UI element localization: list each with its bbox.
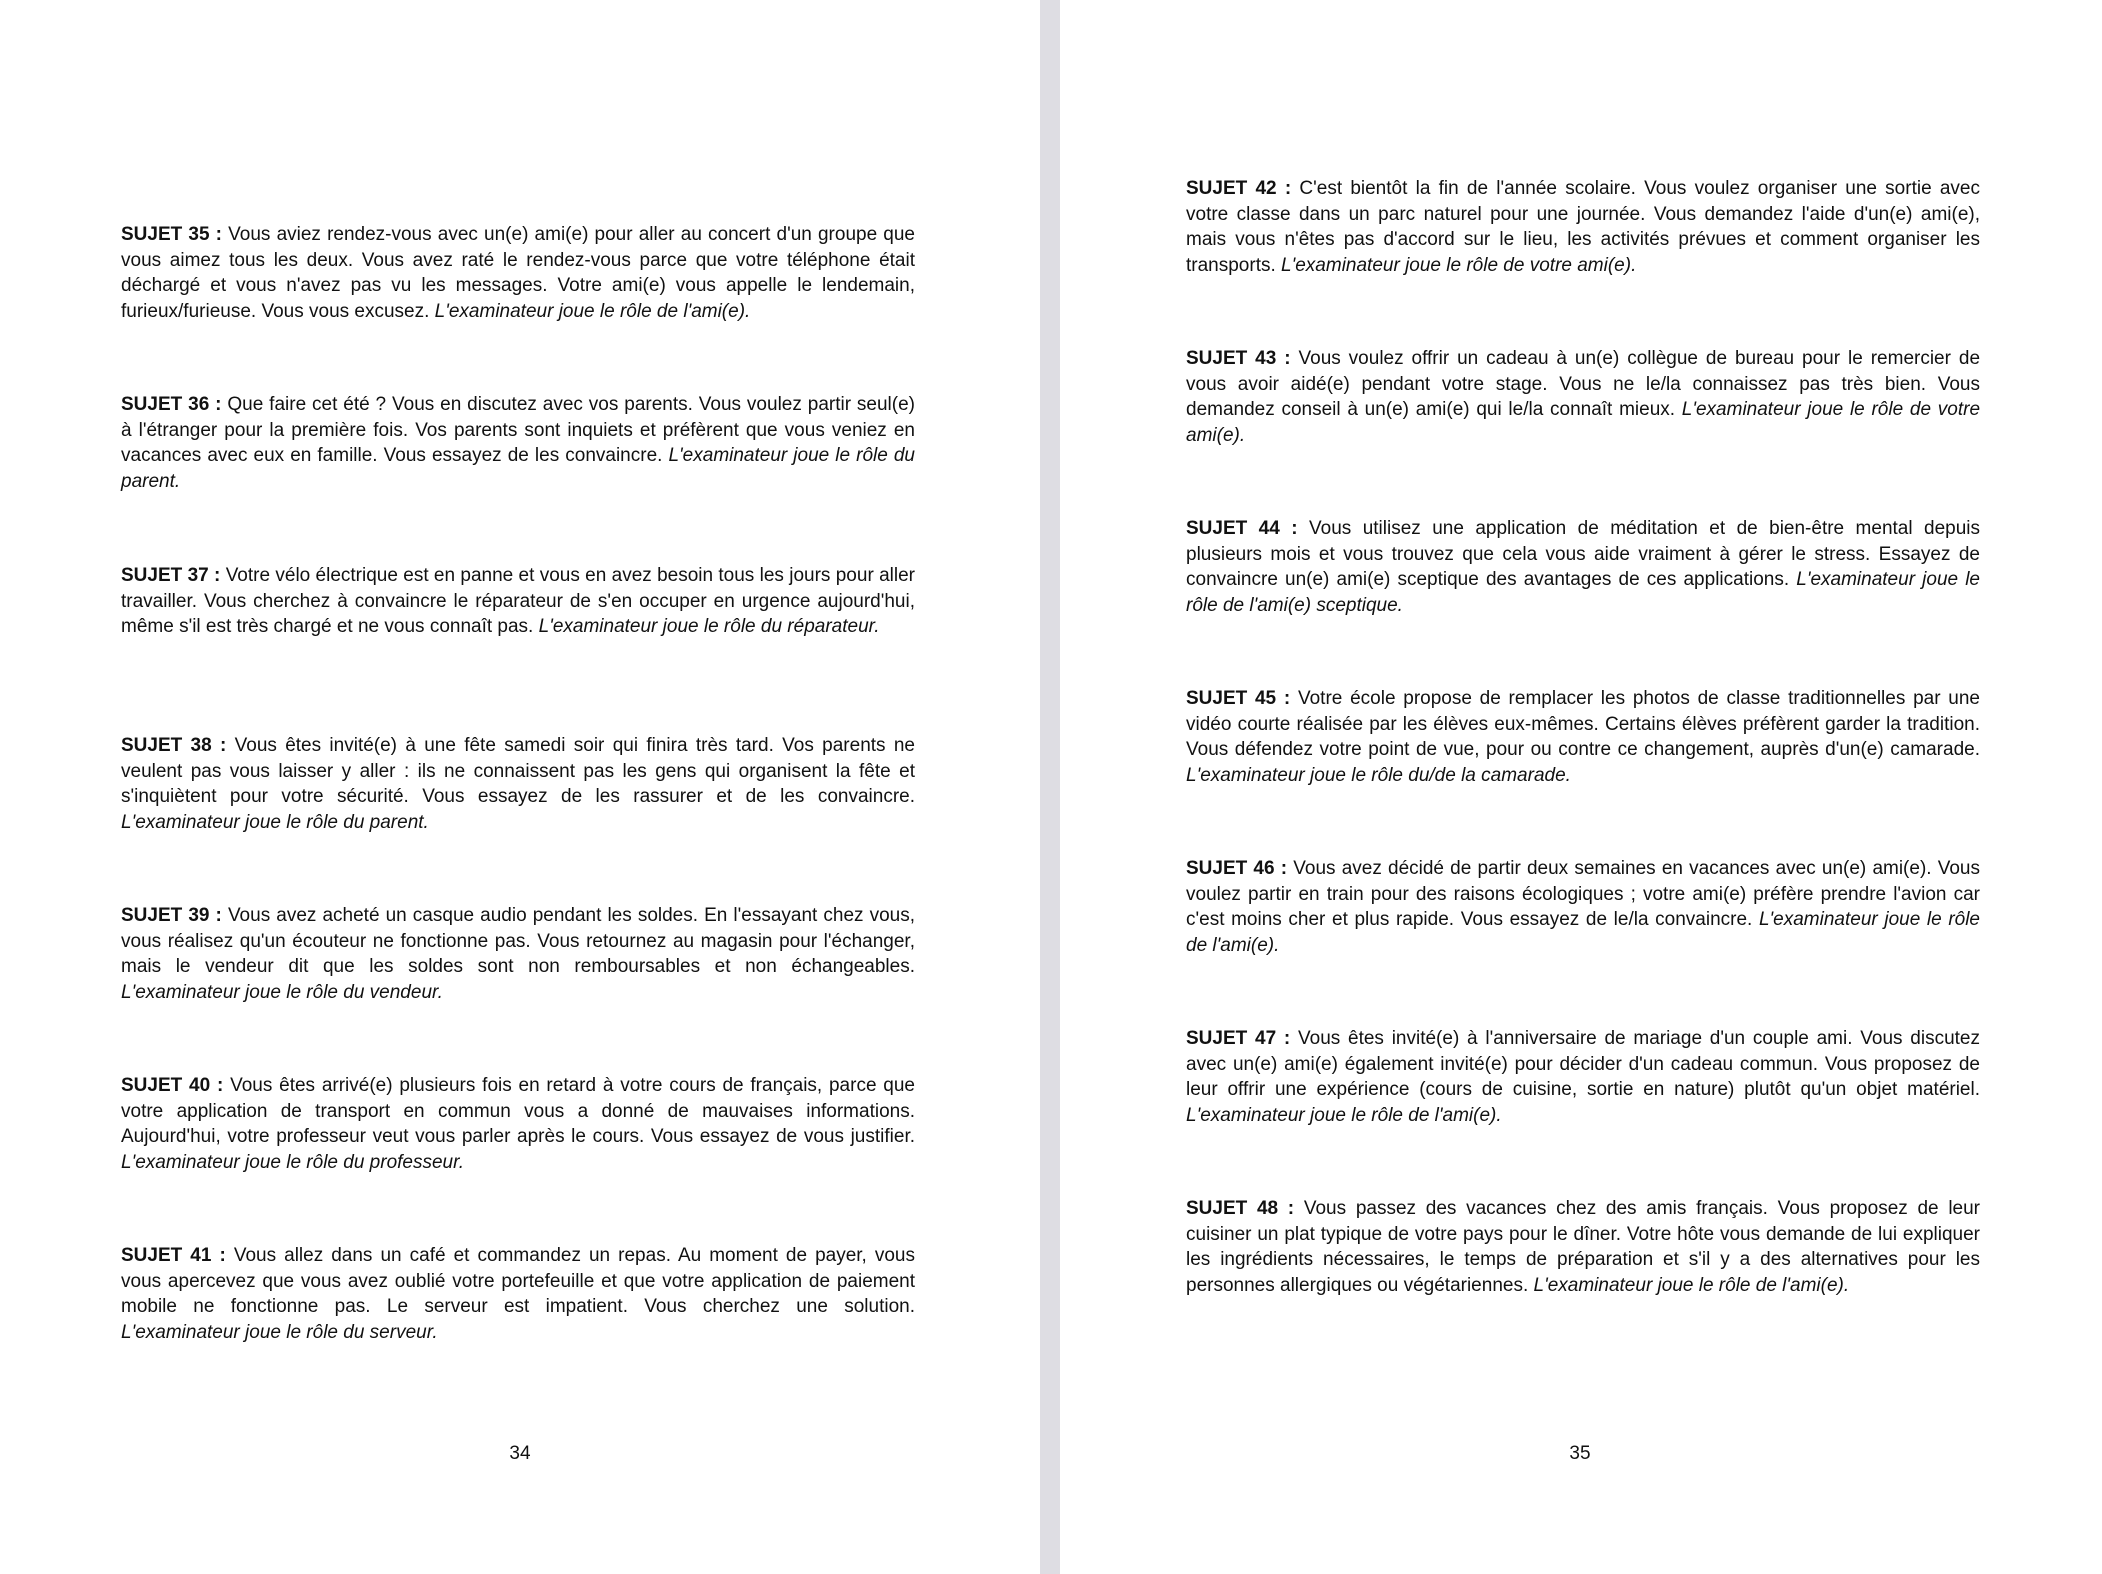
sujet-label: SUJET 38 : <box>121 735 227 756</box>
sujet-36 <box>121 392 915 494</box>
sujet-role: L'examinateur joue le rôle de l'ami(e). <box>434 300 751 322</box>
sujet-text: Vous êtes arrivé(e) plusieurs fois en retard à votre cours de français, parce que votre application de transport en commun vous a donné de mauvaises informations. Aujourd'hui, votre professeur veut vous parler après le cours. Vous essayez de vous justifier. <box>121 1075 916 1147</box>
sujet-text: Vous aviez rendez-vous avec un(e) ami(e) pour aller au concert d'un groupe que vous aimez tous les deux. Vous avez raté le rendez-vous parce que votre téléphone était déchargé et vous n'avez pas vu les messages. Votre ami(e) vous appelle le lendemain, furieux/furieuse. Vous vous excusez. <box>121 224 915 322</box>
sujet-text: Votre école propose de remplacer les photos de classe traditionnelles par une vidéo courte réalisée par les élèves eux-mêmes. Certains élèves préfèrent garder la tradition. Vous défendez votre point de vue, pour ou contre ce changement, auprès d'un(e) camarade. <box>1186 688 1981 760</box>
sujet-41 <box>121 1243 915 1345</box>
document-page-left <box>0 0 1040 1574</box>
sujet-label: SUJET 46 : <box>1186 858 1288 879</box>
sujet-40 <box>121 1073 915 1175</box>
sujet-role: L'examinateur joue le rôle de l'ami(e). <box>1533 1274 1850 1296</box>
sujet-role: L'examinateur joue le rôle du parent. <box>121 445 915 492</box>
sujet-text: Votre vélo électrique est en panne et vous en avez besoin tous les jours pour aller travailler. Vous cherchez à convaincre le réparateur de s'en occuper en urgence aujourd'hui, même s'il est très chargé et ne vous connaît pas. <box>121 565 915 637</box>
sujet-label: SUJET 48 : <box>1186 1198 1295 1219</box>
sujet-text: Vous allez dans un café et commandez un repas. Au moment de payer, vous vous apercevez que vous avez oublié votre portefeuille et que votre application de paiement mobile ne fonctionne pas. Le serveur est impatient. Vous cherchez une solution. <box>121 1245 915 1317</box>
sujet-text: Vous passez des vacances chez des amis français. Vous proposez de leur cuisiner un plat typique de votre pays pour le dîner. Votre hôte vous demande de lui expliquer les ingrédients nécessaires, le temps de préparation et s'il y a des alternatives pour les personnes allergiques ou végétariennes. <box>1186 1198 1980 1296</box>
sujet-role: L'examinateur joue le rôle du vendeur. <box>121 981 443 1003</box>
sujet-text: Vous êtes invité(e) à l'anniversaire de mariage d'un couple ami. Vous discutez avec un(e) ami(e) également invité(e) pour décider d'un cadeau commun. Vous proposez de leur offrir une expérience (cours de cuisine, sortie en nature) plutôt qu'un objet matériel. <box>1186 1028 1980 1100</box>
sujet-43 <box>1186 346 1980 448</box>
page-number: 34 <box>509 1443 531 1464</box>
sujet-label: SUJET 36 : <box>121 394 222 415</box>
sujet-text: Vous voulez offrir un cadeau à un(e) collègue de bureau pour le remercier de vous avoir aidé(e) pendant votre stage. Vous ne le/la connaissez pas très bien. Vous demandez conseil à un(e) ami(e) qui le/la connaît mieux. <box>1186 348 1981 420</box>
sujet-44 <box>1186 516 1980 618</box>
sujet-role: L'examinateur joue le rôle de l'ami(e). <box>1186 1104 1502 1126</box>
page-number: 35 <box>1569 1443 1591 1464</box>
sujet-text: C'est bientôt la fin de l'année scolaire. Vous voulez organiser une sortie avec votre classe dans un parc naturel pour une journée. Vous demandez l'aide d'un(e) ami(e), mais vous n'êtes pas d'accord sur le lieu, les activités prévues et comment organiser les transports. <box>1186 178 1980 276</box>
sujet-label: SUJET 41 : <box>121 1245 226 1266</box>
sujet-47 <box>1186 1026 1980 1128</box>
sujet-38 <box>121 733 915 835</box>
sujet-label: SUJET 37 : <box>121 565 221 586</box>
sujet-text: Que faire cet été ? Vous en discutez avec vos parents. Vous voulez partir seul(e) à l'étranger pour la première fois. Vos parents sont inquiets et préfèrent que vous veniez en vacances avec eux en famille. Vous essayez de les convaincre. <box>121 394 915 466</box>
sujet-role: L'examinateur joue le rôle du parent. <box>121 811 429 833</box>
sujet-label: SUJET 47 : <box>1186 1028 1291 1049</box>
sujet-role: L'examinateur joue le rôle du professeur. <box>121 1151 465 1173</box>
sujet-text: Vous avez acheté un casque audio pendant les soldes. En l'essayant chez vous, vous réalisez qu'un écouteur ne fonctionne pas. Vous retournez au magasin pour l'échanger, mais le vendeur dit que les soldes sont non remboursables et non échangeables. <box>121 905 915 977</box>
sujet-role: L'examinateur joue le rôle de l'ami(e) sceptique. <box>1186 569 1980 616</box>
sujet-role: L'examinateur joue le rôle du réparateur. <box>538 616 880 637</box>
sujet-39 <box>121 903 915 1005</box>
sujet-text: Vous utilisez une application de méditation et de bien-être mental depuis plusieurs mois et vous trouvez que cela vous aide vraiment à gérer le stress. Essayez de convaincre un(e) ami(e) sceptique des avantages de ces applications. <box>1186 518 1981 590</box>
sujet-role: L'examinateur joue le rôle de votre ami(e). <box>1281 254 1637 276</box>
sujet-label: SUJET 44 : <box>1186 518 1298 539</box>
sujet-label: SUJET 45 : <box>1186 688 1291 709</box>
sujet-42 <box>1186 176 1980 278</box>
page-divider <box>1040 0 1060 1574</box>
document-page-right <box>1060 0 2102 1574</box>
sujet-role: L'examinateur joue le rôle du/de la camarade. <box>1186 764 1571 786</box>
sujet-label: SUJET 35 : <box>121 224 222 245</box>
sujet-text: Vous êtes invité(e) à une fête samedi soir qui finira très tard. Vos parents ne veulent pas vous laisser y aller : ils ne connaissent pas les gens qui organisent la fête et s'inquiètent pour votre sécurité. Vous essayez de les rassurer et de les convaincre. <box>121 735 915 807</box>
sujet-role: L'examinateur joue le rôle de votre ami(e). <box>1186 399 1981 446</box>
sujet-role: L'examinateur joue le rôle de l'ami(e). <box>1186 909 1981 956</box>
sujet-label: SUJET 39 : <box>121 905 222 926</box>
sujet-label: SUJET 40 : <box>121 1075 224 1096</box>
sujet-48 <box>1186 1196 1980 1298</box>
sujet-45 <box>1186 686 1980 788</box>
sujet-37 <box>121 563 915 640</box>
sujet-label: SUJET 43 : <box>1186 348 1291 369</box>
sujet-46 <box>1186 856 1980 958</box>
sujet-role: L'examinateur joue le rôle du serveur. <box>121 1321 438 1343</box>
sujet-35 <box>121 222 915 324</box>
sujet-label: SUJET 42 : <box>1186 178 1292 199</box>
sujet-text: Vous avez décidé de partir deux semaines en vacances avec un(e) ami(e). Vous voulez partir en train pour des raisons écologiques ; votre ami(e) préfère prendre l'avion car c'est moins cher et plus rapide. Vous essayez de le/la convaincre. <box>1186 858 1980 930</box>
